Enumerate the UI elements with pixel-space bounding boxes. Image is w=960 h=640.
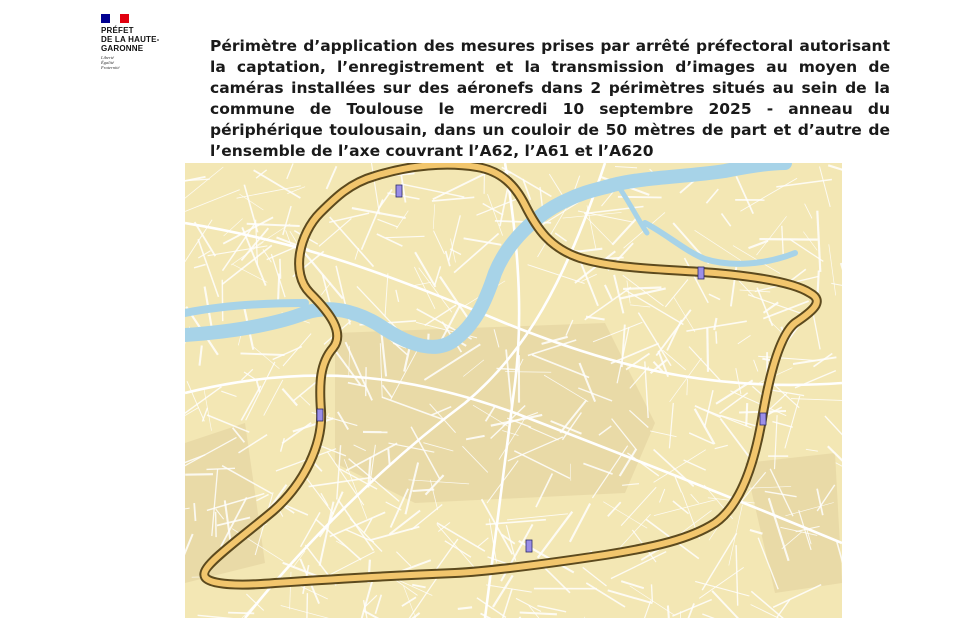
toulouse-map xyxy=(185,163,842,618)
logo-motto-egalite: Égalité xyxy=(101,60,114,65)
page-title: Périmètre d’application des mesures prises par arrêté préfectoral autorisant la captation, l’enregistrement et la transmission d’images au moyen de caméras installées sur des aéronefs dans 2 périmètres situés au sein de la commune de Toulouse le mercredi 10 septembre 2025 - anneau du périphérique toulousain, dans un couloir de 50 mètres de part et d’autre de l’ensemble de l’axe couvrant l’A62, l’A61 et l’A620 xyxy=(210,37,890,160)
street xyxy=(716,331,717,343)
street xyxy=(707,328,708,372)
flag-red-stripe xyxy=(120,14,129,23)
street xyxy=(388,449,389,465)
street xyxy=(668,606,669,619)
logo-line-garonne: GARONNE xyxy=(101,44,144,53)
prefecture-logo xyxy=(101,14,191,70)
ring-marker xyxy=(317,409,323,421)
ring-marker xyxy=(396,185,402,197)
flag-blue-stripe xyxy=(101,14,110,23)
ring-marker xyxy=(760,413,766,425)
flag-white-stripe xyxy=(110,14,119,23)
street xyxy=(216,512,217,537)
french-flag-icon xyxy=(101,14,129,23)
street xyxy=(185,474,213,475)
logo-motto-fraternite: Fraternité xyxy=(101,65,120,70)
logo-line-de-la-haute: DE LA HAUTE- xyxy=(101,35,160,44)
map-canvas xyxy=(185,163,842,618)
logo-motto-liberte: Liberté xyxy=(101,55,114,60)
street xyxy=(280,259,281,279)
street xyxy=(652,584,653,602)
logo-line-prefet: PRÉFET xyxy=(101,26,134,35)
ring-marker xyxy=(698,267,704,279)
street xyxy=(307,593,308,618)
ring-marker xyxy=(526,540,532,552)
